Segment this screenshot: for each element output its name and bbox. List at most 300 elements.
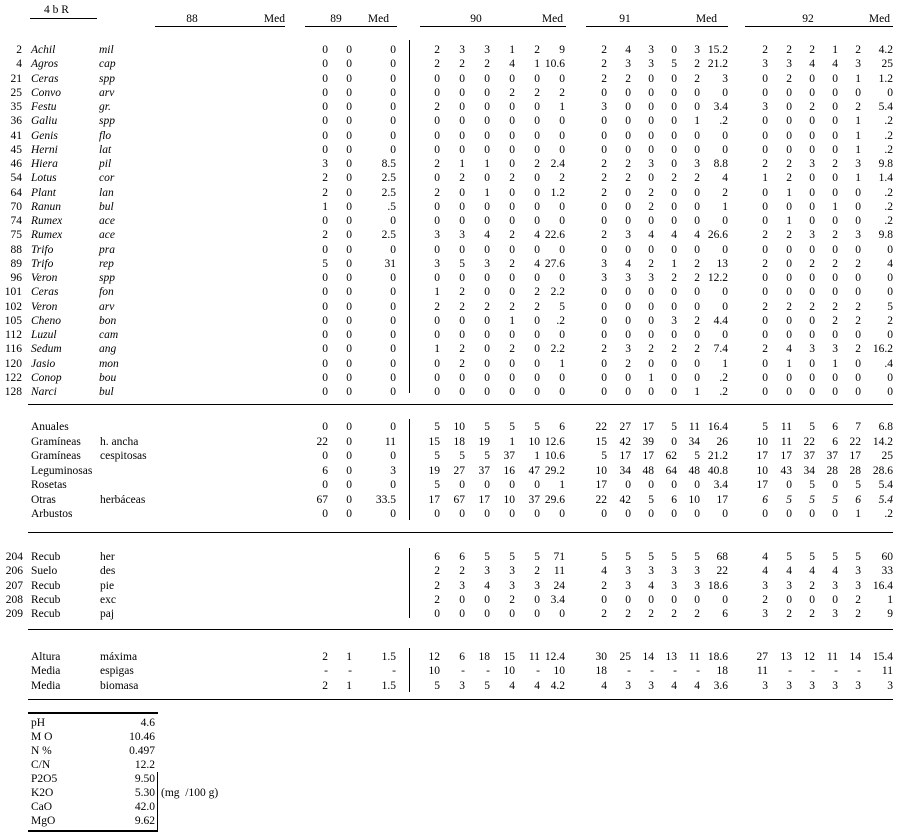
med-value: 3.4 — [550, 593, 565, 606]
cover-label: Recub — [31, 608, 61, 621]
data-value: 0 — [322, 58, 328, 71]
data-value: 0 — [434, 72, 440, 85]
species-epithet: cor — [99, 172, 115, 185]
med-value: 0 — [390, 386, 396, 398]
data-value: 2 — [786, 44, 792, 56]
year-header: 91 — [619, 13, 631, 25]
data-value: 2 — [809, 608, 815, 621]
data-value: 3 — [809, 679, 815, 692]
data-value: - — [348, 665, 352, 678]
data-value: 17 — [756, 479, 768, 491]
data-value: 0 — [855, 286, 861, 299]
data-value: 48 — [642, 464, 654, 477]
data-value: 0 — [534, 608, 540, 621]
data-value: 10 — [528, 435, 540, 448]
data-value: 1 — [694, 115, 700, 128]
data-value: 3 — [832, 608, 838, 621]
data-value: 0 — [534, 186, 540, 199]
data-value: 2 — [534, 565, 540, 578]
med-value: 7.4 — [713, 343, 728, 356]
med-value: 29.6 — [544, 493, 565, 506]
species-epithet: spp — [99, 115, 115, 128]
data-value: 0 — [459, 101, 465, 113]
data-value: 3 — [484, 44, 490, 56]
data-value: 2 — [694, 343, 700, 356]
data-value: 0 — [832, 86, 838, 99]
data-value: 0 — [509, 72, 515, 85]
data-value: 5 — [484, 679, 490, 692]
data-value: 0 — [509, 129, 515, 142]
data-value: 0 — [694, 200, 700, 213]
med-value: 3.4 — [713, 101, 728, 113]
data-value: 0 — [809, 314, 815, 327]
data-value: 10 — [756, 435, 768, 448]
species-genus: Sedum — [31, 343, 62, 356]
data-value: 11 — [780, 421, 792, 433]
data-value: 0 — [322, 215, 328, 227]
data-value: 0 — [509, 143, 515, 156]
data-value: 6 — [322, 464, 328, 477]
species-epithet: ang — [99, 343, 117, 356]
data-value: 0 — [648, 479, 654, 491]
data-value: 1 — [346, 651, 352, 663]
group-subname: herbáceas — [100, 493, 146, 506]
data-value: 0 — [534, 272, 540, 284]
species-epithet: flo — [99, 129, 112, 142]
data-value: 2 — [694, 172, 700, 185]
data-value: 2 — [648, 257, 654, 270]
data-value: 3 — [786, 58, 792, 71]
species-epithet: cam — [99, 329, 119, 341]
data-value: 1 — [322, 200, 328, 213]
data-value: 0 — [786, 593, 792, 606]
data-value: 10 — [503, 665, 515, 678]
data-value: 2 — [484, 300, 490, 313]
data-value: 0 — [534, 172, 540, 185]
data-value: 0 — [509, 215, 515, 227]
data-value: 0 — [786, 257, 792, 270]
data-value: 0 — [625, 115, 631, 128]
med-value: 1 — [559, 479, 565, 491]
med-value: 33.5 — [375, 493, 396, 506]
data-value: 0 — [625, 200, 631, 213]
data-value: 47 — [528, 464, 540, 477]
data-value: 0 — [346, 243, 352, 256]
data-value: 2 — [434, 186, 440, 199]
data-value: 5 — [434, 450, 440, 462]
data-value: 0 — [484, 608, 490, 621]
row-number: 41 — [10, 129, 22, 142]
row-number: 101 — [4, 286, 22, 299]
data-value: 2 — [648, 200, 654, 213]
med-value: 18.6 — [707, 579, 728, 592]
med-value: 0 — [722, 300, 728, 313]
data-value: 0 — [832, 593, 838, 606]
med-value: .2 — [884, 186, 893, 199]
med-value: 8.8 — [713, 158, 728, 170]
data-value: 0 — [346, 186, 352, 199]
data-value: 0 — [322, 357, 328, 370]
med-value: 31 — [384, 257, 396, 270]
data-value: 3 — [625, 679, 631, 692]
data-value: - — [536, 665, 540, 678]
med-value: 0 — [390, 101, 396, 113]
data-value: 0 — [346, 314, 352, 327]
data-value: 4 — [648, 579, 654, 592]
data-value: 15 — [595, 435, 607, 448]
species-genus: Narci — [31, 386, 57, 398]
med-value: 0 — [390, 314, 396, 327]
data-value: 1 — [786, 357, 792, 370]
data-value: 1 — [855, 172, 861, 185]
data-value: 0 — [648, 72, 654, 85]
data-value: 4 — [809, 565, 815, 578]
data-value: 0 — [322, 371, 328, 384]
data-value: 0 — [346, 435, 352, 448]
data-value: 0 — [484, 357, 490, 370]
data-value: 0 — [509, 371, 515, 384]
med-value: 11 — [553, 565, 565, 578]
data-value: 1 — [855, 115, 861, 128]
soil-panel-divider — [157, 772, 158, 830]
data-value: 0 — [786, 101, 792, 113]
data-value: 3 — [459, 579, 465, 592]
data-value: 0 — [322, 243, 328, 256]
species-genus: Luzul — [31, 329, 57, 341]
section-separator — [28, 404, 893, 405]
med-value: 4.4 — [713, 314, 728, 327]
data-value: 0 — [648, 243, 654, 256]
med-value: 22.6 — [544, 229, 565, 242]
med-value: 22 — [716, 565, 728, 578]
med-value: 2.2 — [550, 343, 565, 356]
data-value: 2 — [809, 44, 815, 56]
data-value: 0 — [534, 143, 540, 156]
med-value: 0 — [390, 508, 396, 520]
med-value: 5.4 — [878, 479, 893, 491]
data-value: 0 — [346, 357, 352, 370]
med-value: .2 — [884, 115, 893, 128]
med-value: .2 — [719, 371, 728, 384]
data-value: 4 — [625, 44, 631, 56]
cover-label: Suelo — [31, 565, 58, 578]
data-value: 30 — [595, 651, 607, 663]
data-value: 0 — [762, 286, 768, 299]
species-epithet: mon — [99, 357, 119, 370]
data-value: 0 — [601, 357, 607, 370]
row-number: 122 — [4, 371, 22, 384]
med-value: 1.4 — [878, 172, 893, 185]
data-value: 0 — [809, 86, 815, 99]
column-divider — [409, 40, 410, 393]
data-value: 0 — [762, 72, 768, 85]
data-value: 0 — [509, 186, 515, 199]
data-value: 0 — [786, 329, 792, 341]
data-value: 5 — [786, 493, 792, 506]
data-value: 28 — [826, 464, 838, 477]
data-value: 0 — [694, 329, 700, 341]
data-value: 42 — [619, 493, 631, 506]
species-genus: Galiu — [31, 115, 58, 128]
med-value: 8.5 — [381, 158, 396, 170]
data-value: 2 — [601, 343, 607, 356]
soil-param-label: M O — [31, 731, 53, 743]
data-value: 0 — [484, 200, 490, 213]
med-value: 29.2 — [544, 464, 565, 477]
data-value: 3 — [762, 679, 768, 692]
med-value: 0 — [559, 272, 565, 284]
data-value: 0 — [534, 115, 540, 128]
data-value: 0 — [534, 593, 540, 606]
data-value: 0 — [346, 143, 352, 156]
data-value: - — [673, 665, 677, 678]
data-value: 2 — [534, 44, 540, 56]
data-value: 1 — [855, 508, 861, 520]
data-value: 0 — [694, 143, 700, 156]
data-value: 0 — [346, 329, 352, 341]
data-value: 3 — [809, 158, 815, 170]
data-value: 0 — [484, 215, 490, 227]
med-value: 1 — [559, 357, 565, 370]
cover-label: Recub — [31, 593, 61, 606]
med-value: 2.5 — [381, 172, 396, 185]
species-epithet: bon — [99, 314, 117, 327]
data-value: 13 — [665, 651, 677, 663]
data-value: 0 — [671, 115, 677, 128]
data-value: 2 — [809, 101, 815, 113]
data-value: 0 — [625, 593, 631, 606]
data-value: 17 — [780, 450, 792, 462]
data-value: 22 — [595, 493, 607, 506]
data-value: 0 — [322, 272, 328, 284]
med-value: 3 — [887, 679, 893, 692]
data-value: 0 — [786, 371, 792, 384]
data-value: 6 — [832, 421, 838, 433]
med-value: 0 — [390, 215, 396, 227]
data-value: 0 — [762, 371, 768, 384]
data-value: 4 — [601, 565, 607, 578]
data-value: 6 — [671, 493, 677, 506]
med-value: 1 — [559, 101, 565, 113]
med-value: 0 — [722, 143, 728, 156]
data-value: 5 — [434, 479, 440, 491]
med-value: 9.8 — [878, 158, 893, 170]
group-name: Rosetas — [31, 479, 67, 491]
data-value: 2 — [601, 172, 607, 185]
species-epithet: spp — [99, 272, 115, 284]
med-header: Med — [263, 13, 285, 25]
med-value: 15.4 — [872, 651, 893, 663]
med-value: 6 — [559, 421, 565, 433]
data-value: 0 — [648, 129, 654, 142]
med-value: 11 — [384, 435, 396, 448]
data-value: 0 — [832, 479, 838, 491]
data-value: 2 — [786, 229, 792, 242]
med-value: 27.6 — [544, 257, 565, 270]
data-value: 0 — [694, 593, 700, 606]
med-value: 14.2 — [872, 435, 893, 448]
data-value: 2 — [601, 608, 607, 621]
data-value: 2 — [625, 72, 631, 85]
data-value: 0 — [322, 508, 328, 520]
data-value: 0 — [346, 257, 352, 270]
data-value: 3 — [625, 343, 631, 356]
data-value: 5 — [809, 551, 815, 563]
data-value: 0 — [322, 86, 328, 99]
height-sublabel: espigas — [100, 665, 134, 678]
data-value: 2 — [601, 72, 607, 85]
data-value: 0 — [459, 386, 465, 398]
data-value: 3 — [434, 229, 440, 242]
data-value: 34 — [803, 464, 815, 477]
med-value: 0 — [887, 286, 893, 299]
data-value: 1 — [534, 58, 540, 71]
data-value: 4 — [625, 257, 631, 270]
data-value: 0 — [786, 200, 792, 213]
data-value: 0 — [762, 329, 768, 341]
data-value: 0 — [625, 101, 631, 113]
data-value: 4 — [694, 679, 700, 692]
med-value: 0 — [390, 450, 396, 462]
data-value: 0 — [346, 343, 352, 356]
med-value: 3.4 — [713, 479, 728, 491]
med-value: 0 — [887, 386, 893, 398]
data-value: 0 — [459, 272, 465, 284]
data-value: 0 — [534, 357, 540, 370]
year-underline — [745, 26, 893, 27]
med-value: 33 — [881, 565, 893, 578]
data-value: 10 — [453, 421, 465, 433]
data-value: 2 — [855, 101, 861, 113]
med-value: 28.6 — [872, 464, 893, 477]
data-value: 0 — [484, 479, 490, 491]
data-value: 2 — [855, 257, 861, 270]
data-value: 3 — [832, 343, 838, 356]
group-name: Otras — [31, 493, 56, 506]
data-value: 0 — [762, 200, 768, 213]
data-value: 0 — [509, 200, 515, 213]
data-value: 0 — [322, 300, 328, 313]
med-value: 40.8 — [707, 464, 728, 477]
data-value: 11 — [688, 421, 700, 433]
data-value: 4 — [762, 565, 768, 578]
species-genus: Rumex — [31, 215, 63, 227]
data-value: 48 — [688, 464, 700, 477]
data-value: 3 — [648, 565, 654, 578]
data-value: 0 — [484, 115, 490, 128]
data-value: 0 — [346, 129, 352, 142]
data-value: 2 — [694, 608, 700, 621]
med-header: Med — [367, 13, 389, 25]
data-value: 0 — [762, 357, 768, 370]
species-epithet: mil — [99, 44, 114, 56]
data-value: 0 — [509, 158, 515, 170]
data-value: 1 — [855, 143, 861, 156]
species-epithet: lan — [99, 186, 114, 199]
data-value: 34 — [688, 435, 700, 448]
data-value: 2 — [322, 651, 328, 663]
data-value: 4 — [509, 58, 515, 71]
data-value: 2 — [601, 58, 607, 71]
species-epithet: arv — [99, 86, 115, 99]
data-value: 22 — [803, 435, 815, 448]
data-value: 5 — [648, 551, 654, 563]
data-value: 18 — [595, 665, 607, 678]
data-value: 25 — [619, 651, 631, 663]
height-sublabel: biomasa — [100, 679, 139, 692]
med-value: .2 — [884, 143, 893, 156]
med-value: 0 — [722, 286, 728, 299]
data-value: 4 — [484, 579, 490, 592]
data-value: 2 — [509, 229, 515, 242]
data-value: 3 — [509, 579, 515, 592]
species-epithet: bul — [99, 200, 114, 213]
data-value: 14 — [642, 651, 654, 663]
med-value: 16.2 — [872, 343, 893, 356]
data-value: 1 — [671, 257, 677, 270]
data-value: 3 — [459, 679, 465, 692]
data-value: 0 — [762, 215, 768, 227]
med-value: 0 — [390, 115, 396, 128]
data-value: 0 — [832, 508, 838, 520]
data-value: 0 — [786, 272, 792, 284]
med-value: 18 — [716, 665, 728, 678]
cover-sublabel: paj — [100, 608, 115, 621]
row-number: 2 — [16, 44, 22, 56]
data-value: 3 — [809, 229, 815, 242]
species-epithet: lat — [99, 143, 112, 156]
med-value: 0 — [887, 272, 893, 284]
data-value: 0 — [346, 450, 352, 462]
data-value: 0 — [648, 329, 654, 341]
med-value: .2 — [556, 314, 565, 327]
med-value: 18.6 — [707, 651, 728, 663]
data-value: 2 — [601, 158, 607, 170]
data-value: 0 — [534, 314, 540, 327]
med-value: 0 — [390, 243, 396, 256]
data-value: 0 — [346, 508, 352, 520]
data-value: 2 — [786, 300, 792, 313]
data-value: 5 — [509, 421, 515, 433]
column-divider — [409, 648, 410, 692]
data-value: 0 — [459, 129, 465, 142]
med-value: 2 — [887, 314, 893, 327]
data-value: 0 — [855, 371, 861, 384]
data-value: 27 — [619, 421, 631, 433]
row-number: 35 — [10, 101, 22, 113]
med-value: 2 — [559, 172, 565, 185]
data-value: 0 — [601, 243, 607, 256]
units-note: (mg /100 g) — [161, 787, 219, 799]
data-value: 17 — [849, 450, 861, 462]
data-value: 6 — [855, 493, 861, 506]
data-value: 0 — [484, 86, 490, 99]
data-value: 2 — [625, 357, 631, 370]
row-number: 102 — [4, 300, 22, 313]
species-genus: Rumex — [31, 229, 63, 242]
data-value: 0 — [809, 186, 815, 199]
data-value: 0 — [346, 229, 352, 242]
data-value: 22 — [595, 421, 607, 433]
data-value: 17 — [478, 493, 490, 506]
data-value: - — [461, 665, 465, 678]
data-value: 0 — [786, 386, 792, 398]
section-separator — [28, 629, 893, 630]
data-value: 2 — [434, 593, 440, 606]
data-value: 0 — [322, 421, 328, 433]
med-value: .4 — [884, 357, 893, 370]
data-value: 11 — [780, 435, 792, 448]
